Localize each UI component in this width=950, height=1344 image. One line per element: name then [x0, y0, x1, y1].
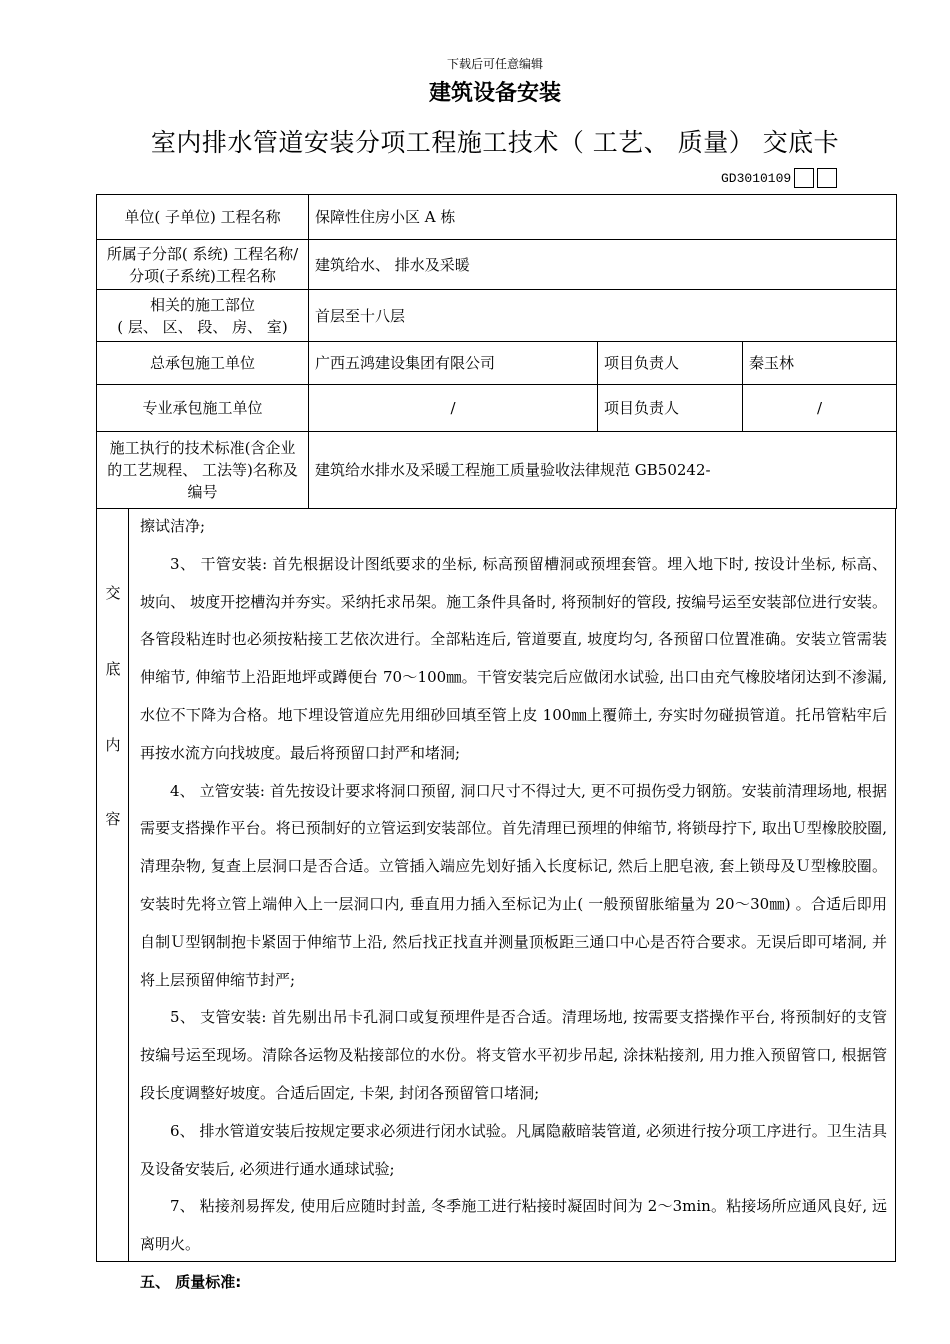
info-table [96, 194, 897, 509]
disclosure-content [96, 508, 896, 1291]
download-note: 下载后可任意编辑 [446, 57, 543, 71]
general-manager-label: 项目负责人 [598, 342, 743, 385]
content-paragraph: 7、 粘接剂易挥发, 使用后应随时封盖, 冬季施工进行粘接时凝固时间为 2～3min。粘接场所应通风良好, 远离明火。 [140, 1197, 887, 1254]
category-title: 建筑设备安装 [428, 81, 561, 106]
location-label-line2: ( 层、 区、 段、 房、 室) [117, 317, 288, 336]
location-label [97, 290, 309, 342]
table-row [97, 290, 897, 342]
standard-label: 施工执行的技术标准(含企业的工艺规程、 工法等)名称及编号 [97, 432, 309, 509]
general-contractor-label: 总承包施工单位 [97, 342, 309, 385]
side-label-char: 容 [105, 810, 121, 828]
content-body [140, 508, 887, 1302]
table-row [97, 385, 897, 432]
table-row [97, 432, 897, 509]
location-label-line1: 相关的施工部位 [149, 295, 255, 314]
specialty-manager-value: / [743, 385, 897, 432]
location-value: 首层至十八层 [309, 290, 897, 342]
side-label-char: 底 [105, 660, 121, 678]
content-paragraph: 5、 支管安装: 首先剔出吊卡孔洞口或复预埋件是否合适。清理场地, 按需要支搭操作平台, 将预制好的支管按编号运至现场。清除各运物及粘接部位的水份。将支管水平初步吊起, 涂抹粘接剂, 用力推入预留管口, 根据管段长度调整好坡度。合适后固定, 卡架, 封闭各预留管口堵洞; [140, 1008, 887, 1102]
form-code [721, 166, 837, 190]
table-row [97, 342, 897, 385]
specialty-contractor-label: 专业承包施工单位 [97, 385, 309, 432]
specialty-contractor-value: / [309, 385, 598, 432]
section-heading: 五、 质量标准: [140, 1272, 242, 1291]
general-contractor-value: 广西五鸿建设集团有限公司 [309, 342, 598, 385]
specialty-manager-label: 项目负责人 [598, 385, 743, 432]
form-code-text: GD3010109 [721, 170, 792, 186]
table-row [97, 240, 897, 290]
table-row [97, 195, 897, 240]
subdivision-label: 所属子分部( 系统) 工程名称/分项(子系统)工程名称 [97, 240, 309, 290]
project-name-label: 单位( 子单位) 工程名称 [97, 195, 309, 240]
page-title: 室内排水管道安装分项工程施工技术（ 工艺、 质量） 交底卡 [150, 128, 840, 157]
side-label-char: 交 [105, 584, 121, 602]
content-paragraph: 4、 立管安装: 首先按设计要求将洞口预留, 洞口尺寸不得过大, 更不可损伤受力钢筋。安装前清理场地, 根据需要支搭操作平台。将已预制好的立管运到安装部位。首先清理已预埋的伸缩节, 将锁母拧下, 取出Ｕ型橡胶胶圈, 清理杂物, 复查上层洞口是否合适。立管插入端应先划好插入长度标记, 然后上肥皂液, 套上锁母及Ｕ型橡胶圈。安装时先将立管上端伸入上一层洞口内, 垂直用力插入至标记为止( 一般预留胀缩量为 20～30㎜) 。合适后即用自制Ｕ型钢制抱卡紧固于伸缩节上沿, 然后找正找直并测量顶板距三通口中心是否符合要求。无误后即可堵洞, 并将上层预留伸缩节封严; [140, 781, 887, 989]
side-label-char: 内 [105, 736, 121, 754]
content-paragraph: 擦试洁净; [140, 517, 206, 535]
content-paragraph: 6、 排水管道安装后按规定要求必须进行闭水试验。凡属隐蔽暗装管道, 必须进行按分项工序进行。卫生洁具及设备安装后, 必须进行通水通球试验; [140, 1121, 887, 1178]
subdivision-value: 建筑给水、 排水及采暖 [309, 240, 897, 290]
standard-value: 建筑给水排水及采暖工程施工质量验收法律规范 GB50242- [309, 432, 897, 509]
general-manager-value: 秦玉林 [743, 342, 897, 385]
project-name-value: 保障性住房小区 A 栋 [309, 195, 897, 240]
code-box-2 [817, 168, 837, 188]
code-box-1 [794, 168, 814, 188]
content-paragraph: 3、 干管安装: 首先根据设计图纸要求的坐标, 标高预留槽洞或预埋套管。埋入地下时, 按设计坐标, 标高、 坡向、 坡度开挖槽沟并夯实。采纳托求吊架。施工条件具备时, 将预制好的管段, 按编号运至安装部位进行安装。各管段粘连时也必须按粘接工艺依次进行。全部粘连后, 管道要直, 坡度均匀, 各预留口位置准确。安装立管需装伸缩节, 伸缩节上沿距地坪或蹲便台 70～100㎜。干管安装完后应做闭水试验, 出口由充气橡胶堵闭达到不渗漏, 水位不下降为合格。地下埋设管道应先用细砂回填至管上皮 100㎜上覆筛土, 夯实时勿碰损管道。托吊管粘牢后再按水流方向找坡度。最后将预留口封严和堵洞; [140, 554, 887, 762]
side-label-column [97, 508, 129, 1261]
